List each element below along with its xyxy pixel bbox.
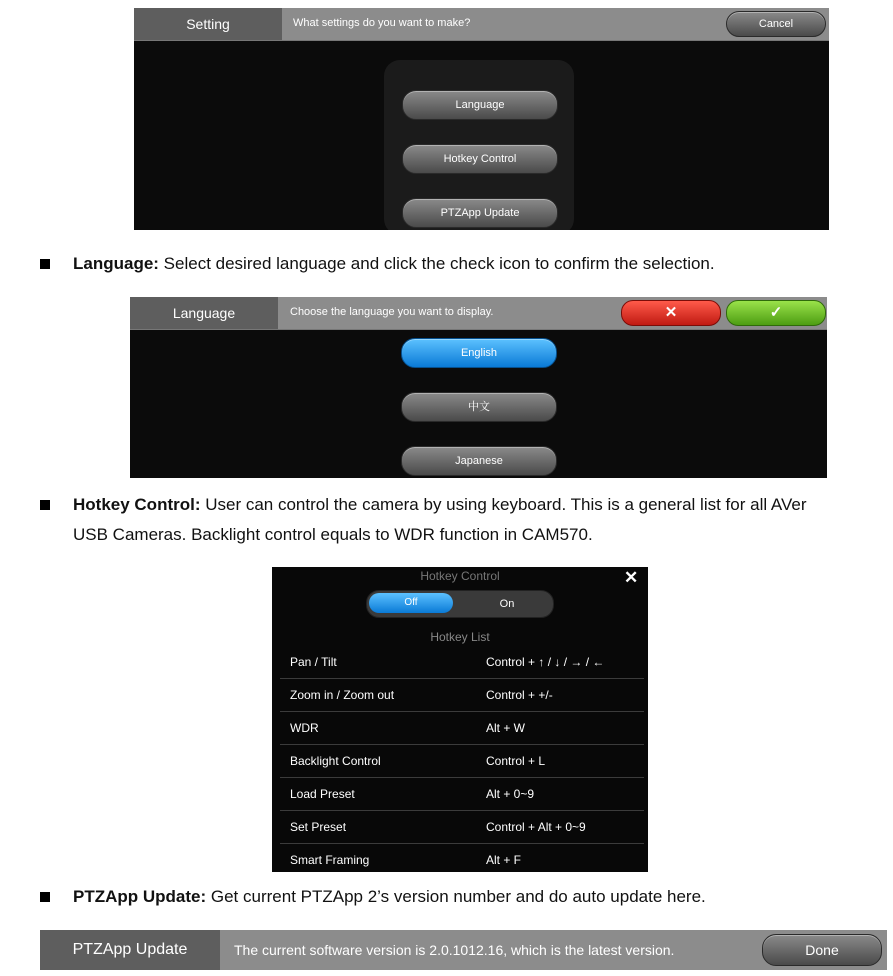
language-header bbox=[130, 297, 827, 330]
hotkey-keys: Alt + F bbox=[486, 853, 522, 867]
language-description: Select desired language and click the check icon to confirm the selection. bbox=[158, 254, 715, 273]
language-title: Language bbox=[130, 297, 278, 329]
cancel-button[interactable]: Cancel bbox=[726, 11, 826, 37]
update-screenshot bbox=[40, 930, 887, 970]
done-button[interactable]: Done bbox=[762, 934, 882, 966]
hotkey-control-option-button[interactable]: Hotkey Control bbox=[402, 144, 558, 174]
update-term: PTZApp Update: bbox=[73, 887, 207, 906]
close-icon: ✕ bbox=[664, 304, 678, 321]
check-icon: ✓ bbox=[769, 304, 783, 321]
update-message: The current software version is 2.0.1012.16, which is the latest version. bbox=[220, 930, 887, 970]
table-row bbox=[280, 745, 644, 778]
bullet-icon bbox=[40, 500, 50, 510]
hotkey-label: Smart Framing bbox=[290, 853, 370, 867]
hotkey-description-1: User can control the camera by using keyboard. This is a general list for all AVer bbox=[200, 495, 807, 514]
language-paragraph bbox=[73, 249, 715, 279]
update-title: PTZApp Update bbox=[40, 930, 220, 970]
cancel-button[interactable] bbox=[621, 300, 721, 326]
language-option-button[interactable]: Language bbox=[402, 90, 558, 120]
confirm-button[interactable] bbox=[726, 300, 826, 326]
language-screenshot bbox=[130, 297, 827, 478]
hotkey-title: Hotkey Control bbox=[420, 569, 500, 583]
hotkey-keys: Control + +/- bbox=[486, 688, 553, 702]
table-row bbox=[280, 811, 644, 844]
bullet-icon bbox=[40, 892, 50, 902]
hotkey-label: WDR bbox=[290, 721, 319, 735]
toggle-on-option[interactable]: On bbox=[499, 598, 515, 610]
hotkey-keys: Control + ↑ / ↓ / → / ← bbox=[486, 655, 605, 669]
setting-prompt: What settings do you want to make? bbox=[282, 8, 829, 40]
language-option-japanese[interactable]: Japanese bbox=[401, 446, 557, 476]
close-icon[interactable]: ✕ bbox=[624, 568, 639, 587]
language-option-chinese[interactable]: 中文 bbox=[401, 392, 557, 422]
hotkey-label: Load Preset bbox=[290, 787, 355, 801]
language-option-english[interactable]: English bbox=[401, 338, 557, 368]
setting-title: Setting bbox=[134, 8, 282, 40]
language-term: Language: bbox=[73, 254, 159, 273]
table-row bbox=[280, 844, 644, 872]
hotkey-paragraph bbox=[73, 490, 888, 550]
hotkey-label: Backlight Control bbox=[290, 754, 381, 768]
hotkey-label: Zoom in / Zoom out bbox=[290, 688, 395, 702]
table-row bbox=[280, 778, 644, 811]
hotkey-label: Set Preset bbox=[290, 820, 347, 834]
hotkey-toggle[interactable] bbox=[366, 590, 554, 618]
language-prompt: Choose the language you want to display. bbox=[278, 297, 827, 329]
hotkey-label: Pan / Tilt bbox=[290, 655, 337, 669]
table-row bbox=[280, 679, 644, 712]
hotkey-list-title: Hotkey List bbox=[430, 630, 490, 644]
bullet-icon bbox=[40, 259, 50, 269]
setting-screenshot bbox=[134, 8, 829, 230]
table-row bbox=[280, 712, 644, 745]
hotkey-keys: Alt + W bbox=[486, 721, 526, 735]
hotkey-keys: Alt + 0~9 bbox=[486, 787, 535, 801]
setting-header bbox=[134, 8, 829, 41]
table-row bbox=[280, 646, 644, 679]
hotkey-description-2: USB Cameras. Backlight control equals to WDR function in CAM570. bbox=[73, 525, 593, 544]
update-description: Get current PTZApp 2’s version number and do auto update here. bbox=[206, 887, 706, 906]
hotkey-keys: Control + L bbox=[486, 754, 546, 768]
update-paragraph bbox=[73, 882, 706, 912]
hotkey-line-1 bbox=[73, 490, 888, 520]
toggle-off-option[interactable]: Off bbox=[369, 593, 453, 613]
hotkey-screenshot bbox=[272, 567, 648, 872]
hotkey-term: Hotkey Control: bbox=[73, 495, 201, 514]
ptzapp-update-option-button[interactable]: PTZApp Update bbox=[402, 198, 558, 228]
hotkey-keys: Control + Alt + 0~9 bbox=[486, 820, 586, 834]
